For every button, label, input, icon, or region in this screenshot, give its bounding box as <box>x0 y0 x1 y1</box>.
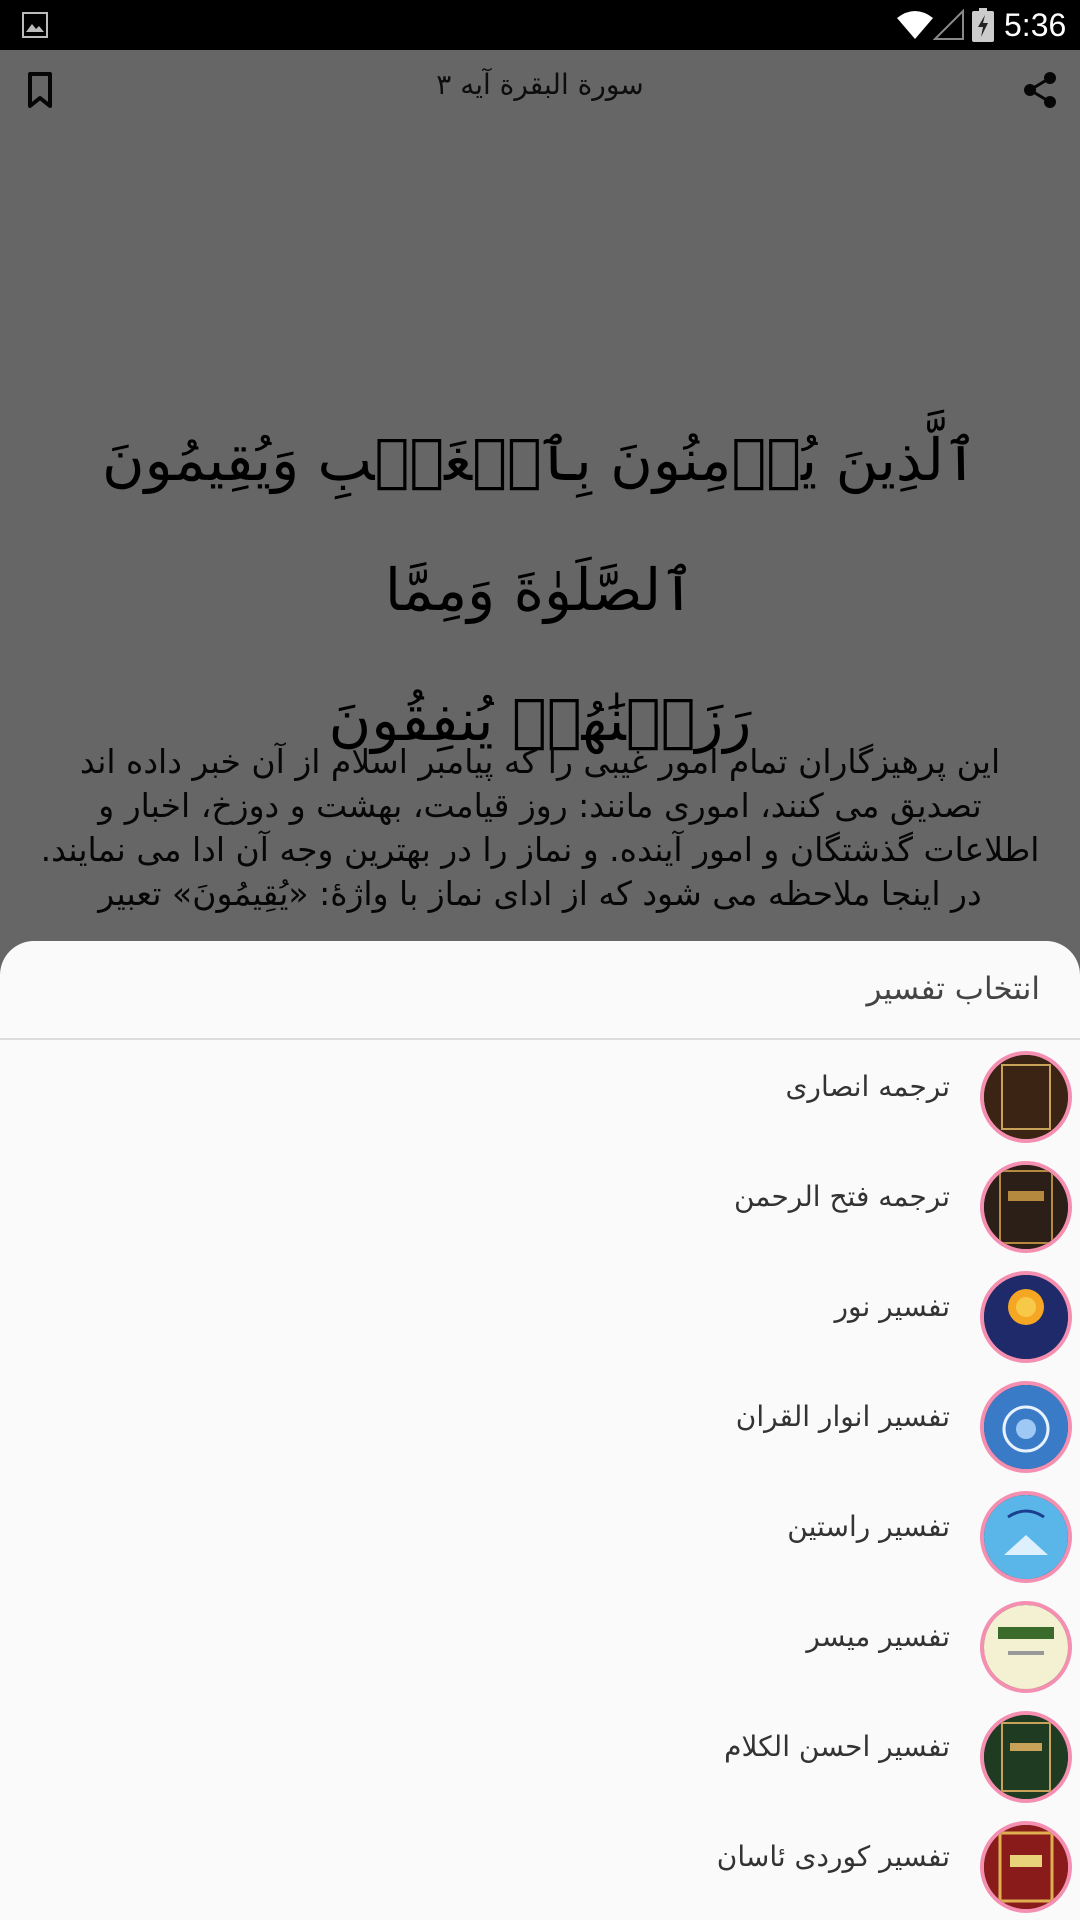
tafsir-list <box>0 1043 1080 1920</box>
book-cover-thumbnail <box>980 1711 1072 1803</box>
list-item-label: تفسیر میسر <box>806 1620 950 1653</box>
gallery-icon <box>22 12 48 38</box>
book-cover-thumbnail <box>980 1161 1072 1253</box>
list-item-label: ترجمه فتح الرحمن <box>733 1180 950 1213</box>
list-item-label: تفسیر راستین <box>787 1510 950 1543</box>
book-cover-thumbnail <box>980 1271 1072 1363</box>
sheet-title: انتخاب تفسیر <box>866 971 1040 1007</box>
list-item-label: تفسیر انوار القران <box>735 1400 950 1433</box>
divider <box>0 1038 1080 1040</box>
list-item-label: تفسیر نور <box>834 1290 950 1323</box>
list-item[interactable] <box>0 1483 1080 1593</box>
list-item[interactable] <box>0 1813 1080 1920</box>
list-item[interactable] <box>0 1043 1080 1153</box>
signal-icon <box>933 9 965 41</box>
list-item[interactable] <box>0 1373 1080 1483</box>
wifi-icon <box>895 9 935 41</box>
book-cover-thumbnail <box>980 1051 1072 1143</box>
book-cover-thumbnail <box>980 1381 1072 1473</box>
list-item[interactable] <box>0 1593 1080 1703</box>
book-cover-thumbnail <box>980 1601 1072 1693</box>
list-item[interactable] <box>0 1153 1080 1263</box>
list-item-label: ترجمه انصاری <box>785 1070 950 1103</box>
list-item-label: تفسیر کوردی ئاسان <box>716 1840 950 1873</box>
tafsir-picker-sheet <box>0 941 1080 1920</box>
book-cover-thumbnail <box>980 1821 1072 1913</box>
status-time: 5:36 <box>1004 7 1067 43</box>
list-item[interactable] <box>0 1703 1080 1813</box>
list-item-label: تفسیر احسن الکلام <box>724 1730 950 1763</box>
list-item[interactable] <box>0 1263 1080 1373</box>
battery-charging-icon <box>972 8 994 42</box>
status-bar <box>0 0 1080 50</box>
book-cover-thumbnail <box>980 1491 1072 1583</box>
